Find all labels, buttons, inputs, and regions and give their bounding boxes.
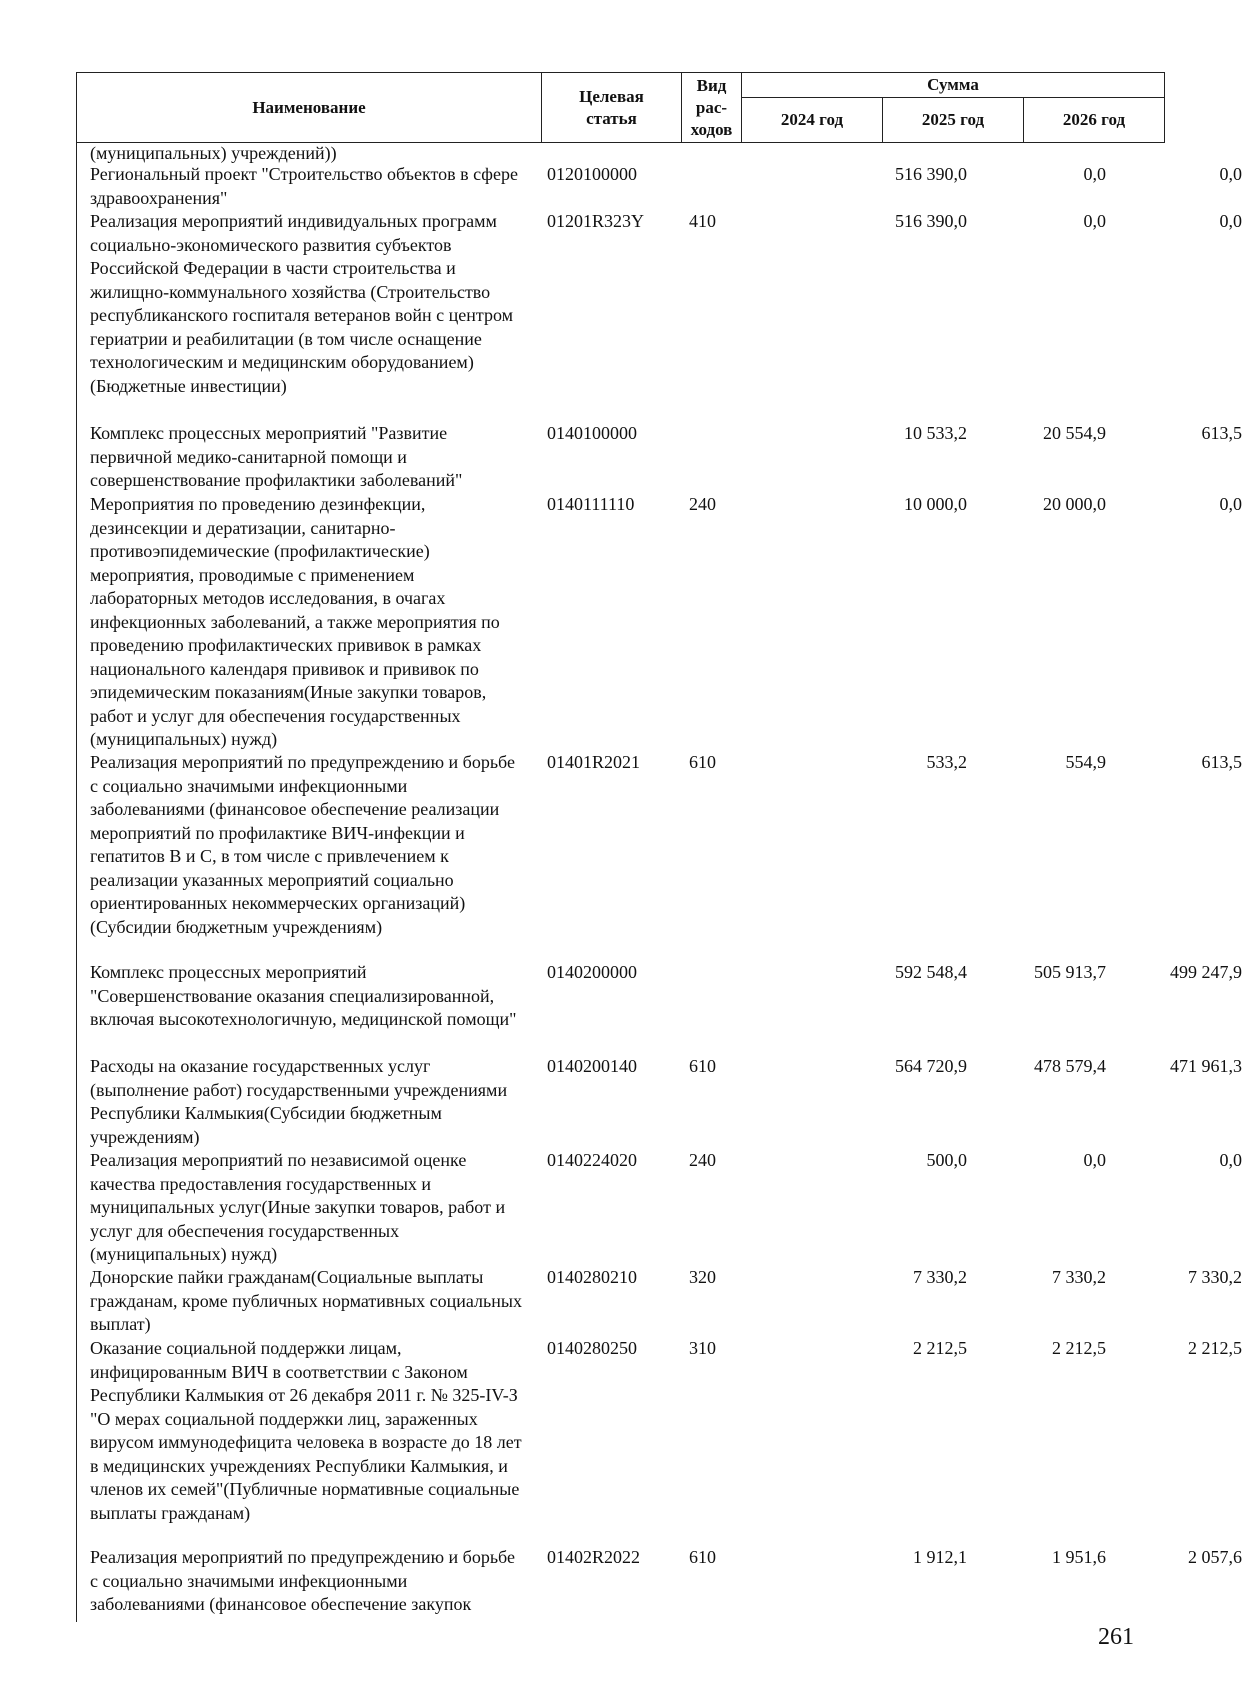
row-sum-2024: 533,2	[926, 752, 967, 772]
row-sum-2025: 505 913,7	[1034, 962, 1106, 982]
row-sum-2025: 0,0	[1083, 164, 1106, 184]
row-name: Донорские пайки гражданам(Социальные выплаты гражданам, кроме публичных нормативных социальных выплат)	[90, 1267, 522, 1334]
row-sum-2026: 7 330,2	[1188, 1267, 1242, 1287]
row-sum-2024: 1 912,1	[913, 1547, 967, 1567]
header-sum: Сумма	[742, 73, 1165, 98]
header-kind-line3: ходов	[690, 119, 733, 139]
row-kind: 610	[689, 1056, 716, 1076]
row-sum-2025: 554,9	[1065, 752, 1106, 772]
row-sum-2026: 0,0	[1219, 211, 1242, 231]
table-header	[76, 72, 1165, 143]
header-year-2024: 2024 год	[742, 98, 883, 143]
row-name: Комплекс процессных мероприятий "Развитие первичной медико-санитарной помощи и совершенствование профилактики заболеваний"	[90, 423, 463, 490]
row-sum-2024: 516 390,0	[895, 211, 967, 231]
row-code: 01201R323Y	[547, 211, 645, 231]
header-kind-line1: Вид	[696, 75, 727, 95]
row-code: 01401R2021	[547, 752, 641, 772]
header-code-line1: Целевая	[579, 86, 644, 106]
row-name: Оказание социальной поддержки лицам, инфицированным ВИЧ в соответствии с Законом Республики Калмыкия от 26 декабря 2011 г. № 325-IV-З "О мерах социальной поддержки лиц, зараженных вирусом иммунодефицита человека в возрасте до 18 лет в медицинских учреждениях Республики Калмыкия, и членов их семей"(Публичные нормативные социальные выплаты гражданам)	[90, 1338, 522, 1523]
row-name: Комплекс процессных мероприятий "Совершенствование оказания специализированной, включая высокотехнологичную, медицинской помощи"	[90, 962, 517, 1029]
row-sum-2026: 0,0	[1219, 164, 1242, 184]
row-sum-2025: 0,0	[1083, 211, 1106, 231]
row-sum-2024: 7 330,2	[913, 1267, 967, 1287]
row-kind: 240	[689, 1150, 716, 1170]
row-sum-2026: 613,5	[1201, 423, 1242, 443]
row-sum-2025: 0,0	[1083, 1150, 1106, 1170]
row-kind: 320	[689, 1267, 716, 1287]
header-name: Наименование	[77, 73, 542, 143]
header-target-article	[542, 73, 682, 143]
row-name: Реализация мероприятий индивидуальных программ социально-экономического развития субъектов Российской Федерации в части строительства и жилищно-коммунального хозяйства (Строительство республиканского госпиталя ветеранов войн с центром гериатрии и реабилитации (в том числе оснащение технологическим и медицинским оборудованием)(Бюджетные инвестиции)	[90, 211, 514, 396]
row-code: 0120100000	[547, 164, 637, 184]
row-kind: 610	[689, 752, 716, 772]
table-body	[76, 142, 1242, 1622]
row-name: Расходы на оказание государственных услуг (выполнение работ) государственными учреждениями Республики Калмыкия(Субсидии бюджетным учреждениям)	[90, 1056, 508, 1147]
row-code: 0140111110	[547, 494, 635, 514]
row-kind: 610	[689, 1547, 716, 1567]
row-kind: 410	[689, 211, 716, 231]
header-expense-kind	[682, 73, 742, 143]
row-kind: 310	[689, 1338, 716, 1358]
row-name: (муниципальных) учреждений))	[90, 143, 337, 163]
row-sum-2025: 478 579,4	[1034, 1056, 1106, 1076]
row-code: 01402R2022	[547, 1547, 641, 1567]
row-code: 0140280250	[547, 1338, 637, 1358]
row-sum-2024: 10 533,2	[904, 423, 967, 443]
row-sum-2026: 2 212,5	[1188, 1338, 1242, 1358]
row-name: Реализация мероприятий по предупреждению и борьбе с социально значимыми инфекционными заболеваниями (финансовое обеспечение реализации мероприятий по профилактике ВИЧ-инфекции и гепатитов В и С, в том числе с привлечением к реализации указанных мероприятий социально ориентированных некоммерческих организаций)(Субсидии бюджетным учреждениям)	[90, 752, 515, 937]
header-year-2025: 2025 год	[883, 98, 1024, 143]
row-kind: 240	[689, 494, 716, 514]
row-sum-2026: 0,0	[1219, 1150, 1242, 1170]
row-sum-2025: 7 330,2	[1052, 1267, 1106, 1287]
row-sum-2024: 10 000,0	[904, 494, 967, 514]
row-code: 0140200140	[547, 1056, 637, 1076]
header-year-2026: 2026 год	[1024, 98, 1165, 143]
row-name: Реализация мероприятий по предупреждению и борьбе с социально значимыми инфекционными заболеваниями (финансовое обеспечение закупок	[90, 1547, 515, 1614]
row-code: 0140224020	[547, 1150, 637, 1170]
row-sum-2024: 592 548,4	[895, 962, 967, 982]
row-sum-2024: 564 720,9	[895, 1056, 967, 1076]
row-name: Мероприятия по проведению дезинфекции, дезинсекции и дератизации, санитарно-противоэпидемические (профилактические) мероприятия, проводимые с применением лабораторных методов исследования, в очагах инфекционных заболеваний, а также мероприятия по проведению профилактических прививок в рамках национального календаря прививок и прививок по эпидемическим показаниям(Иные закупки товаров, работ и услуг для обеспечения государственных (муниципальных) нужд)	[90, 494, 500, 749]
row-sum-2026: 613,5	[1201, 752, 1242, 772]
row-name: Реализация мероприятий по независимой оценке качества предоставления государственных и муниципальных услуг(Иные закупки товаров, работ и услуг для обеспечения государственных (муниципальных) нужд)	[90, 1150, 506, 1264]
row-sum-2025: 20 554,9	[1043, 423, 1106, 443]
row-sum-2026: 499 247,9	[1170, 962, 1242, 982]
header-code-line2: статья	[586, 108, 637, 128]
row-sum-2024: 516 390,0	[895, 164, 967, 184]
row-sum-2024: 500,0	[926, 1150, 967, 1170]
row-sum-2025: 20 000,0	[1043, 494, 1106, 514]
row-sum-2025: 2 212,5	[1052, 1338, 1106, 1358]
row-sum-2024: 2 212,5	[913, 1338, 967, 1358]
row-sum-2026: 2 057,6	[1188, 1547, 1242, 1567]
row-code: 0140100000	[547, 423, 637, 443]
header-kind-line2: рас-	[695, 97, 728, 117]
row-code: 0140280210	[547, 1267, 637, 1287]
row-sum-2025: 1 951,6	[1052, 1547, 1106, 1567]
row-name: Региональный проект "Строительство объектов в сфере здравоохранения"	[90, 164, 518, 208]
row-sum-2026: 0,0	[1219, 494, 1242, 514]
row-code: 0140200000	[547, 962, 637, 982]
row-sum-2026: 471 961,3	[1170, 1056, 1242, 1076]
page-number: 261	[1098, 1624, 1134, 1650]
